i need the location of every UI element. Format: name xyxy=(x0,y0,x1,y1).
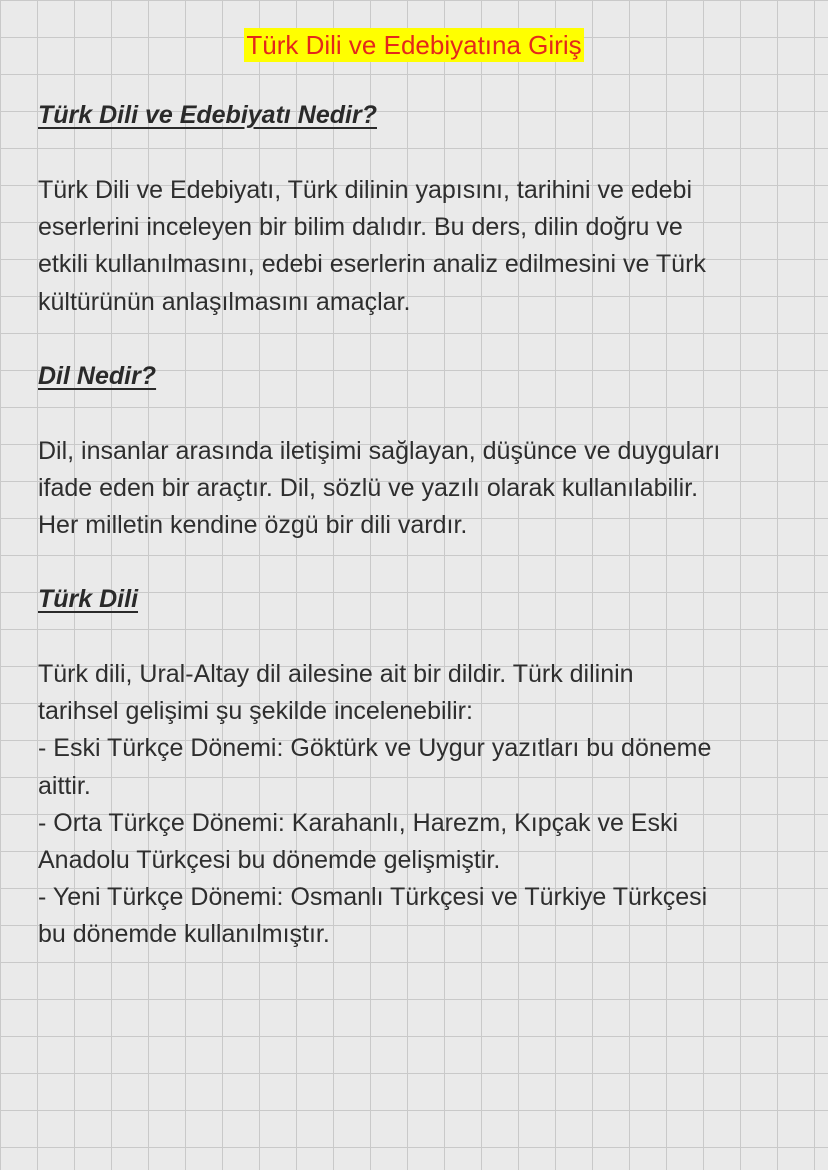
paragraph-line: Her milletin kendine özgü bir dili vardır. xyxy=(38,511,468,540)
paragraph-line: kültürünün anlaşılmasını amaçlar. xyxy=(38,287,411,316)
section-paragraph-dil-nedir xyxy=(38,433,798,545)
page-title xyxy=(0,25,828,62)
section-heading-dil-nedir: Dil Nedir? xyxy=(38,362,157,390)
paragraph-line: Türk Dili ve Edebiyatı, Türk dilinin yapısını, tarihini ve edebi xyxy=(38,176,693,204)
paragraph-line: ifade eden bir araçtır. Dil, sözlü ve yazılı olarak kullanılabilir. xyxy=(38,474,699,503)
paragraph-line: Dil, insanlar arasında iletişimi sağlayan, düşünce ve duyguları xyxy=(38,437,721,465)
paragraph-line: eserlerini inceleyen bir bilim dalıdır. Bu ders, dilin doğru ve xyxy=(38,213,683,242)
paragraph-line: Türk dili, Ural-Altay dil ailesine ait bir dildir. Türk dilinin xyxy=(38,660,634,688)
paragraph-line: - Orta Türkçe Dönemi: Karahanlı, Harezm, Kıpçak ve Eski xyxy=(38,808,679,837)
section-heading-turk-dili-ve-edebiyati: Türk Dili ve Edebiyatı Nedir? xyxy=(38,101,377,129)
paragraph-line: bu dönemde kullanılmıştır. xyxy=(38,920,330,949)
paragraph-line: aittir. xyxy=(38,771,91,800)
section-heading-turk-dili: Türk Dili xyxy=(38,585,139,613)
paragraph-line: - Eski Türkçe Dönemi: Göktürk ve Uygur yazıtları bu döneme xyxy=(38,734,712,763)
paragraph-line: - Yeni Türkçe Dönemi: Osmanlı Türkçesi ve Türkiye Türkçesi xyxy=(38,883,708,912)
paragraph-line: tarihsel gelişimi şu şekilde incelenebilir: xyxy=(38,697,473,726)
paragraph-line: etkili kullanılmasını, edebi eserlerin analiz edilmesini ve Türk xyxy=(38,250,706,279)
section-paragraph-turk-dili-ve-edebiyati xyxy=(38,172,798,321)
paragraph-line: Anadolu Türkçesi bu dönemde gelişmiştir. xyxy=(38,846,501,875)
title-highlight: Türk Dili ve Edebiyatına Giriş xyxy=(246,30,582,60)
section-paragraph-turk-dili xyxy=(38,656,798,954)
